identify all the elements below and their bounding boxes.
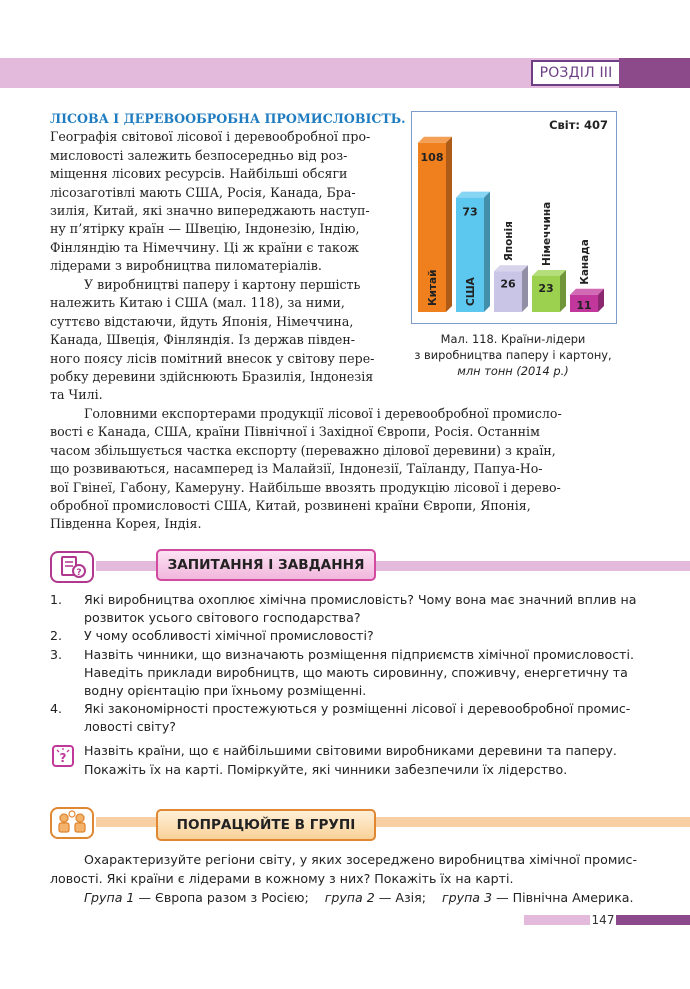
caption-line: Мал. 118. Країни-лідери bbox=[440, 332, 586, 346]
question-item bbox=[50, 591, 637, 627]
caption-line: з виробництва паперу і картону, bbox=[414, 348, 612, 362]
export-line: Південна Корея, Індія. bbox=[50, 516, 202, 532]
question-line: У чому особливості хімічної промисловості? bbox=[84, 628, 374, 644]
group-2-text: — Азія; bbox=[374, 890, 426, 905]
bar-value-label: 11 bbox=[576, 299, 592, 312]
bar-category-label: США bbox=[465, 277, 477, 306]
thinking-icon bbox=[52, 745, 74, 767]
question-item bbox=[50, 627, 620, 645]
page-number: 147 bbox=[591, 913, 615, 927]
question-number: 3. bbox=[50, 646, 63, 662]
questions-list bbox=[50, 591, 637, 737]
question-number: 4. bbox=[50, 701, 63, 717]
bar-value-label: 108 bbox=[420, 150, 444, 164]
paper-line: Канада, Швеція, Фінляндія. Із держав півден- bbox=[50, 332, 356, 348]
paper-line: робку деревини здійснюють Бразилія, Індонезія bbox=[50, 369, 374, 385]
export-line: вості є Канада, США, країни Північної і Західної Європи, Росія. Останнім bbox=[50, 424, 540, 440]
question-line: Назвіть чинники, що визначають розміщення підприємств хімічної промисловості. bbox=[84, 646, 635, 662]
intro-line: Фінляндію та Німеччину. Ці ж країни є також bbox=[50, 239, 359, 255]
chart-title: Світ: 407 bbox=[549, 118, 608, 132]
bar-side-face bbox=[560, 270, 566, 312]
bar-chart-svg bbox=[412, 112, 615, 322]
question-line: ловості світу? bbox=[84, 719, 176, 735]
group-2-label: група 2 bbox=[324, 890, 375, 905]
paper-line: та Чилі. bbox=[50, 387, 103, 403]
question-line: водну орієнтацію при їхньому розміщенні. bbox=[84, 683, 367, 699]
export-line: що розвиваються, насамперед із Малайзії, Індонезії, Таїланду, Папуа-Но- bbox=[50, 461, 543, 477]
question-number: 2. bbox=[50, 628, 63, 644]
task-line: Назвіть країни, що є найбільшими світовими виробниками деревини та паперу. bbox=[84, 743, 617, 758]
bar-side-face bbox=[522, 265, 528, 312]
bar-category-label: Китай bbox=[427, 269, 439, 306]
export-line: Головними експортерами продукції лісової і деревообробної промисло- bbox=[84, 406, 562, 421]
question-line: Наведіть приклади виробництв, що мають сировинну, споживчу, енергетичну та bbox=[84, 664, 628, 680]
intro-paragraph bbox=[50, 110, 406, 276]
export-line: часом збільшується частка експорту (переважно ділової деревини) з країн, bbox=[50, 442, 556, 458]
intro-line: мисловості залежить безпосередньо від роз- bbox=[50, 147, 348, 163]
bar-value-label: 26 bbox=[500, 277, 516, 291]
bar-value-label: 73 bbox=[462, 205, 478, 219]
bar-side-face bbox=[446, 137, 452, 312]
questions-icon bbox=[50, 551, 94, 583]
bar-США bbox=[456, 192, 490, 312]
bar-Китай bbox=[418, 137, 452, 312]
svg-text:?: ? bbox=[59, 751, 67, 765]
group-1-text: — Європа разом з Росією; bbox=[134, 890, 309, 905]
bar-category-label: Німеччина bbox=[541, 201, 553, 266]
bar-Німеччина bbox=[532, 202, 566, 312]
task-paragraph bbox=[84, 741, 620, 779]
header-band-accent bbox=[619, 58, 690, 88]
intro-line: міщення лісових ресурсів. Найбільші обсяги bbox=[50, 166, 348, 182]
bar-category-label: Японія bbox=[503, 221, 515, 262]
intro-line: ну п’ятірку країн — Швецію, Індонезію, Індію, bbox=[50, 221, 360, 237]
question-line: розвиток усього світового господарства? bbox=[84, 610, 361, 626]
intro-heading: ЛІСОВА І ДЕРЕВООБРОБНА ПРОМИСЛОВІСТЬ. bbox=[50, 111, 406, 126]
group-3-label: група 3 bbox=[442, 890, 493, 905]
intro-line: зилія, Китай, які значно випереджають наступ- bbox=[50, 203, 370, 219]
group-line: Охарактеризуйте регіони світу, у яких зосереджено виробництва хімічної промис- bbox=[84, 852, 638, 867]
bar-side-face bbox=[484, 192, 490, 312]
export-line: вої Гвінеї, Габону, Камеруну. Найбільше ввозять продукцію лісової і дерево- bbox=[50, 479, 561, 495]
chart-caption bbox=[405, 331, 621, 379]
questions-title: ЗАПИТАННЯ І ЗАВДАННЯ bbox=[156, 549, 376, 581]
bar-Японія bbox=[494, 221, 528, 312]
export-line: обробної промисловості США, Китай, розвинені країни Європи, Японія, bbox=[50, 498, 531, 514]
intro-line: лідерами з виробництва пиломатеріалів. bbox=[50, 258, 322, 274]
footer-band-accent bbox=[616, 915, 690, 925]
section-label: РОЗДІЛ ІІІ bbox=[531, 60, 619, 86]
question-number: 1. bbox=[50, 592, 63, 607]
bar-value-label: 23 bbox=[538, 281, 554, 295]
question-item bbox=[50, 646, 635, 701]
paper-line: У виробництві паперу і картону першість bbox=[84, 277, 361, 292]
group-1-label: Група 1 bbox=[84, 890, 135, 905]
group-icon bbox=[50, 807, 94, 839]
group-title: ПОПРАЦЮЙТЕ В ГРУПІ bbox=[156, 809, 376, 841]
paper-line: належить Китаю і США (мал. 118), за ними, bbox=[50, 295, 345, 311]
intro-line: лісозаготівлі мають США, Росія, Канада, Бра- bbox=[50, 184, 356, 200]
group-3-text: — Північна Америка. bbox=[492, 890, 634, 905]
bar-category-label: Канада bbox=[579, 239, 591, 285]
question-line: Які закономірності простежуються у розміщенні лісової і деревообробної промис- bbox=[84, 701, 631, 717]
bars-group bbox=[418, 137, 604, 312]
svg-text:?: ? bbox=[76, 568, 82, 578]
export-paragraph bbox=[50, 405, 620, 534]
caption-line: млн тонн (2014 р.) bbox=[457, 364, 569, 378]
intro-line: Географія світової лісової і деревообробної про- bbox=[50, 129, 371, 145]
question-line: Які виробництва охоплює хімічна промисловість? Чому вона має значний вплив на bbox=[84, 592, 637, 607]
question-item bbox=[50, 700, 631, 736]
group-paragraph bbox=[50, 850, 638, 907]
paper-line: суттєво відстаючи, йдуть Японія, Німеччина, bbox=[50, 313, 354, 329]
paper-paragraph bbox=[50, 276, 402, 405]
task-line: Покажіть їх на карті. Поміркуйте, які чинники забезпечили їх лідерство. bbox=[84, 762, 568, 777]
bar-chart bbox=[411, 111, 617, 324]
paper-line: ного поясу лісів помітний внесок у світову пере- bbox=[50, 350, 375, 366]
group-assignments bbox=[50, 888, 634, 907]
bar-Канада bbox=[570, 239, 604, 312]
group-line: ловості. Які країни є лідерами в кожному з них? Покажіть їх на карті. bbox=[50, 871, 514, 886]
